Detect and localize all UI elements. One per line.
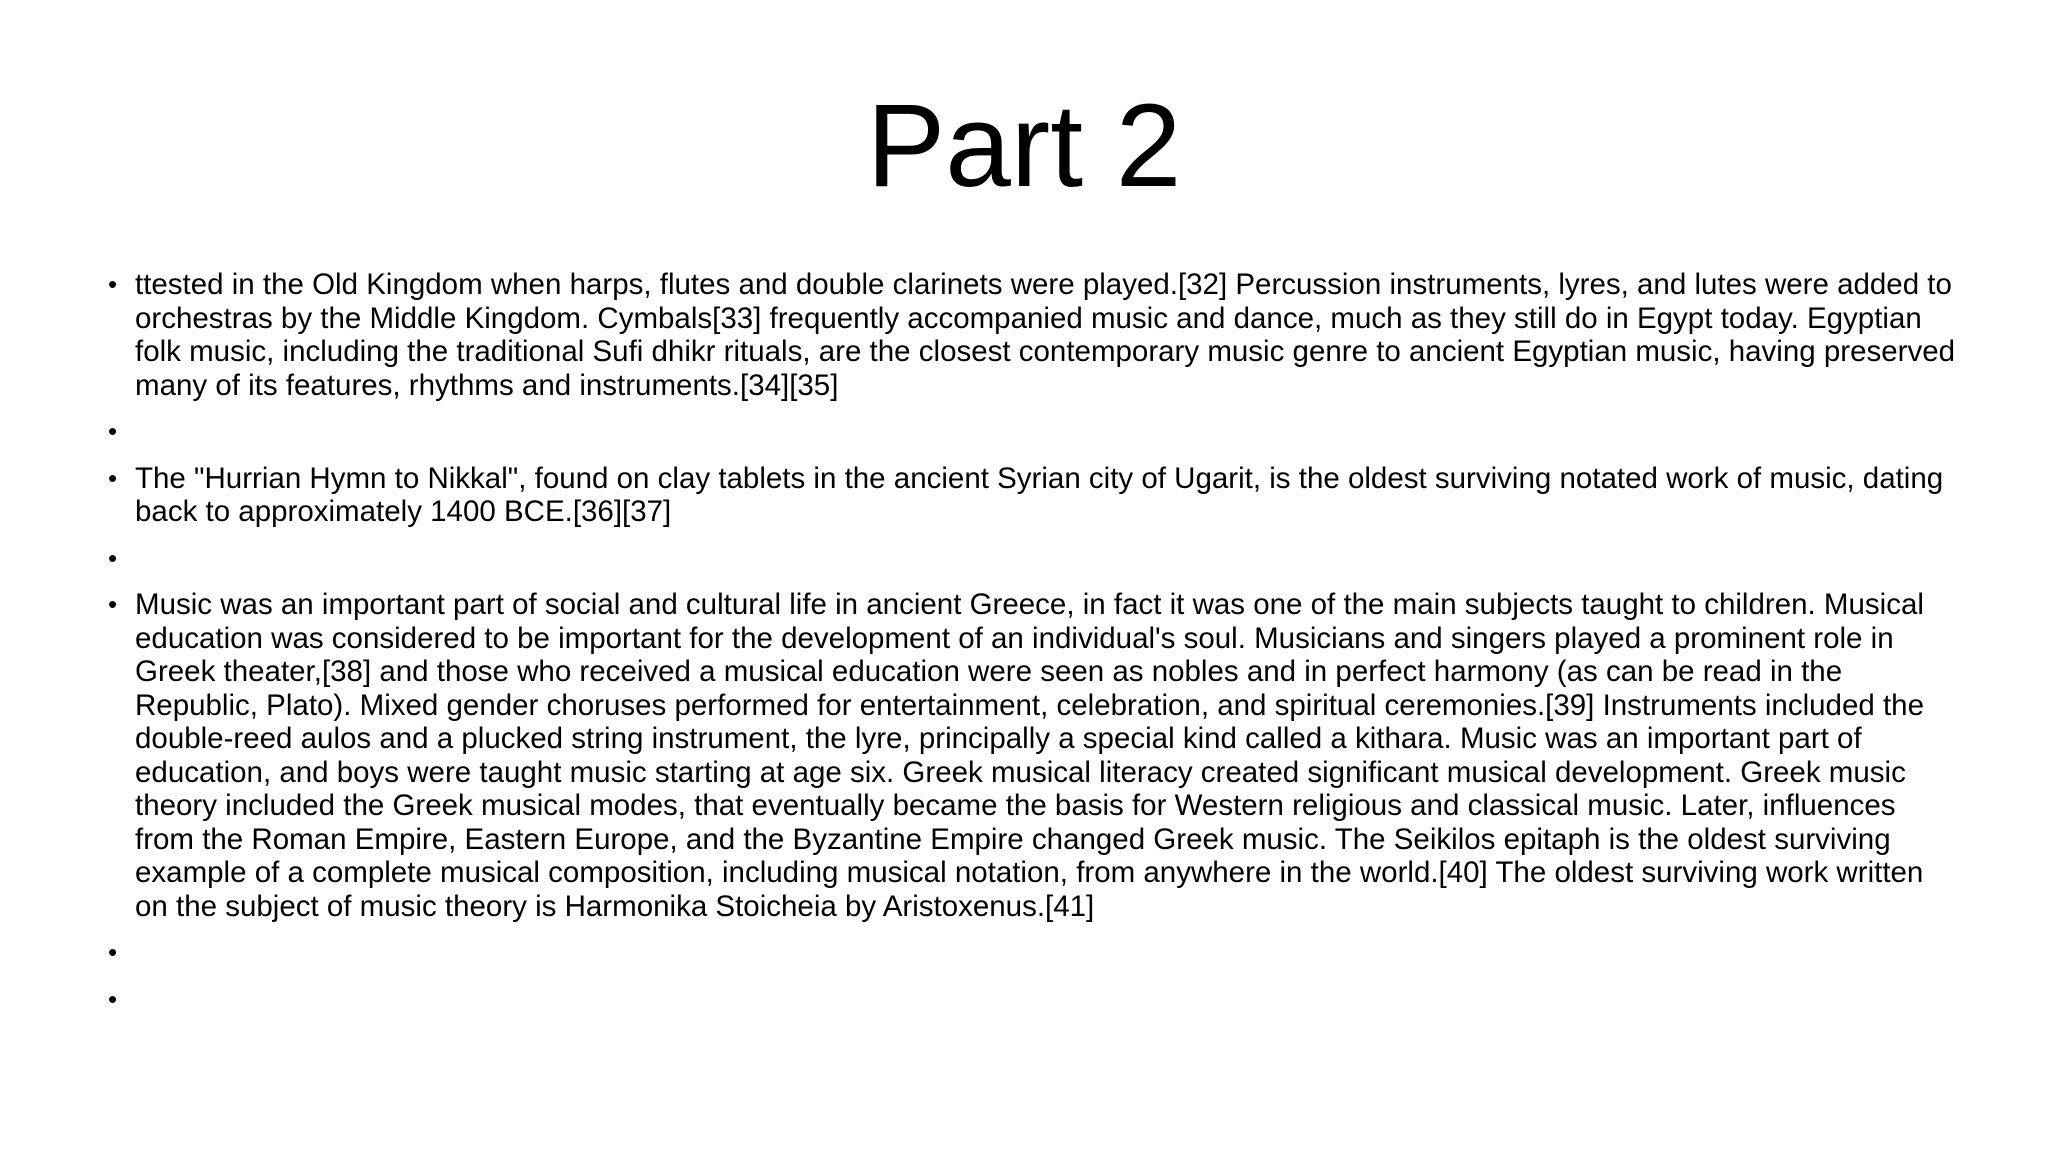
bullet-item-egypt: • ttested in the Old Kingdom when harps, flutes and double clarinets were played.[32] Percussion instruments, lyres, and lutes were added to orchestras by the Middle Kingdom. Cymbals[33] frequently accompanied music and dance, much as they still do in Egypt today. Egyptian folk music, including the traditional Sufi dhikr rituals, are the closest contemporary music genre to ancient Egyptian music, having preserved many of its features, rhythms and instruments.[34][35] bbox=[108, 268, 1958, 402]
bullet-item-empty bbox=[108, 983, 1958, 1017]
bullet-item-hurrian-hymn: • The "Hurrian Hymn to Nikkal", found on clay tablets in the ancient Syrian city of Ugarit, is the oldest surviving notated work of music, dating back to approximately 1400 BCE.[36][37] bbox=[108, 462, 1958, 529]
bullet-item-greece: • Music was an important part of social and cultural life in ancient Greece, in fact it was one of the main subjects taught to children. Musical education was considered to be important for the development of an individual's soul. Musicians and singers played a prominent role in Greek theater,[38] and those who received a musical education were seen as nobles and in perfect harmony (as can be read in the Republic, Plato). Mixed gender choruses performed for entertainment, celebration, and spiritual ceremonies.[39] Instruments included the double-reed aulos and a plucked string instrument, the lyre, principally a special kind called a kithara. Music was an important part of education, and boys were taught music starting at age six. Greek musical literacy created significant musical development. Greek music theory included the Greek musical modes, that eventually became the basis for Western religious and classical music. Later, influences from the Roman Empire, Eastern Europe, and the Byzantine Empire changed Greek music. The Seikilos epitaph is the oldest surviving example of a complete musical composition, including musical notation, from anywhere in the world.[40] The oldest surviving work written on the subject of music theory is Harmonika Stoicheia by Aristoxenus.[41] bbox=[108, 588, 1958, 923]
bullet-item-empty bbox=[108, 542, 1958, 576]
bullet-list bbox=[108, 268, 1958, 1029]
bullet-item-empty bbox=[108, 415, 1958, 449]
slide-title: Part 2 bbox=[866, 80, 1182, 212]
bullet-item-empty bbox=[108, 936, 1958, 970]
